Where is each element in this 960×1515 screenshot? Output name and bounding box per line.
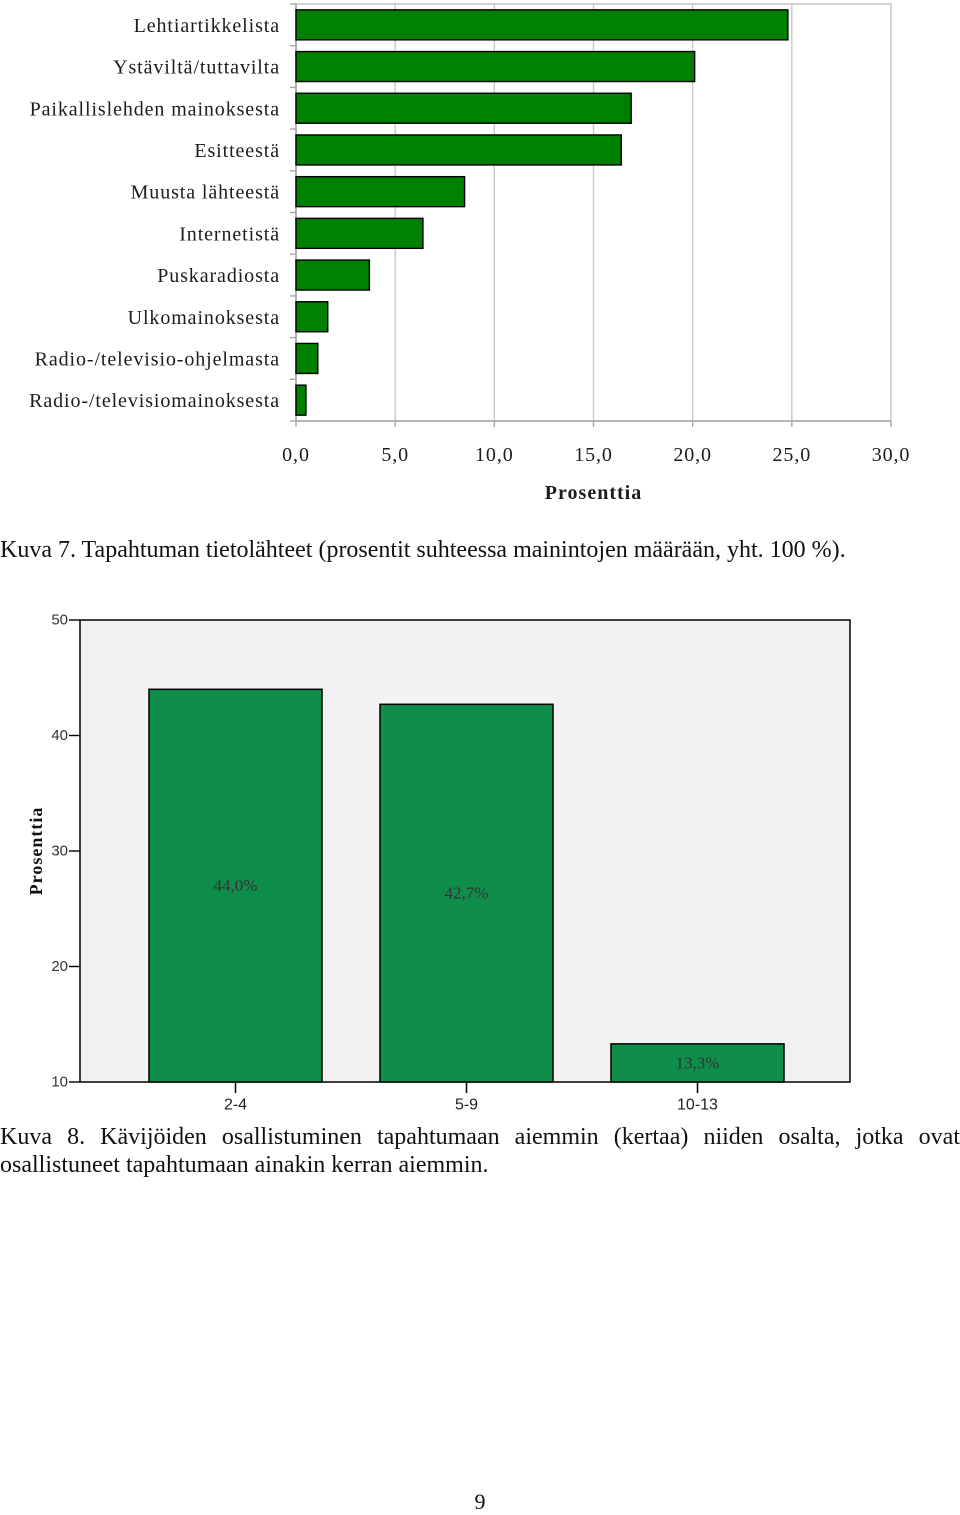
figure-7-bar-chart bbox=[0, 0, 960, 510]
category-label: Muusta lähteestä bbox=[130, 181, 280, 204]
y-tick-label: 50 bbox=[51, 611, 68, 629]
bar bbox=[296, 93, 631, 123]
category-label: 10-13 bbox=[677, 1096, 718, 1114]
data-label: 42,7% bbox=[444, 883, 489, 903]
category-label: Radio-/televisio-ohjelmasta bbox=[34, 348, 280, 371]
x-tick-label: 15,0 bbox=[574, 444, 613, 466]
category-label: Lehtiartikkelista bbox=[133, 14, 280, 37]
figure-8-caption: Kuva 8. Kävijöiden osallistuminen tapahtumaan aiemmin (kertaa) niiden osalta, jotka ovat osallistuneet tapahtumaan ainakin kerran aiemmin. bbox=[0, 1124, 960, 1178]
bar bbox=[296, 343, 318, 373]
bar bbox=[296, 218, 423, 248]
figure-7-caption: Kuva 7. Tapahtuman tietolähteet (prosentit suhteessa mainintojen määrään, yht. 100 %). bbox=[0, 537, 846, 563]
bar bbox=[296, 385, 306, 415]
y-axis-title: Prosenttia bbox=[26, 806, 46, 896]
x-tick-label: 30,0 bbox=[871, 444, 911, 466]
bar bbox=[296, 10, 788, 40]
x-tick-label: 25,0 bbox=[772, 444, 812, 466]
category-label: Paikallislehden mainoksesta bbox=[29, 98, 280, 121]
bar bbox=[296, 260, 369, 290]
y-tick-label: 20 bbox=[51, 958, 68, 975]
data-label: 44,0% bbox=[213, 876, 258, 896]
x-tick-label: 5,0 bbox=[381, 444, 410, 466]
page-number: 9 bbox=[474, 1489, 486, 1514]
y-tick-label: 40 bbox=[51, 727, 68, 744]
category-label: 2-4 bbox=[223, 1096, 248, 1114]
bar bbox=[296, 135, 621, 165]
category-label: Radio-/televisiomainoksesta bbox=[29, 390, 280, 413]
x-tick-label: 20,0 bbox=[673, 444, 712, 466]
category-label: 5-9 bbox=[454, 1096, 479, 1114]
bar bbox=[296, 302, 328, 332]
x-tick-label: 0,0 bbox=[282, 444, 310, 466]
figure-8-bar-chart bbox=[0, 600, 960, 1115]
bar bbox=[296, 52, 695, 82]
category-label: Esitteestä bbox=[194, 139, 280, 162]
category-label: Internetistä bbox=[179, 223, 280, 246]
category-label: Ulkomainoksesta bbox=[127, 306, 280, 329]
y-tick-label: 10 bbox=[51, 1073, 68, 1091]
x-tick-label: 10,0 bbox=[475, 444, 514, 466]
category-label: Puskaradiosta bbox=[157, 265, 280, 288]
data-label: 13,3% bbox=[675, 1053, 720, 1073]
bar bbox=[296, 177, 465, 207]
y-tick-label: 30 bbox=[51, 842, 68, 860]
x-axis-title: Prosenttia bbox=[544, 482, 643, 504]
category-label: Ystäviltä/tuttavilta bbox=[113, 56, 280, 79]
